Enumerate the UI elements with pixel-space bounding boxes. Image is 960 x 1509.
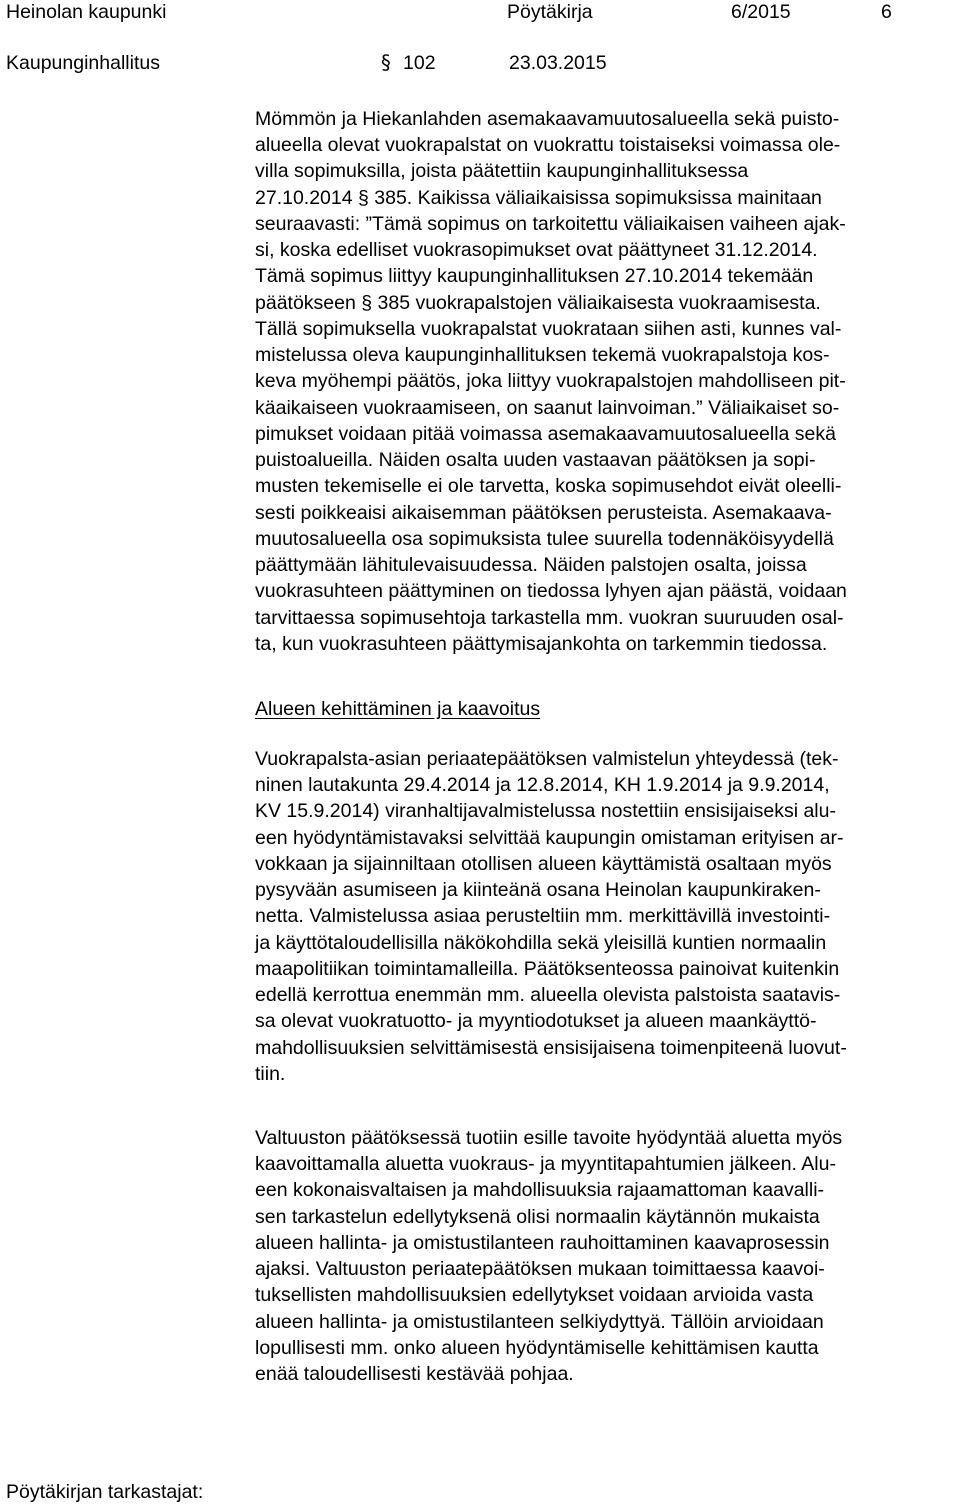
text-line: enää taloudellisesti kestävää pohjaa. bbox=[255, 1363, 574, 1385]
text-line: pimukset voidaan pitää voimassa asemakaavamuutosalueella sekä bbox=[255, 423, 836, 445]
doc-type: Pöytäkirja bbox=[507, 1, 593, 23]
text-line: alueen hallinta- ja omistustilanteen rauhoittaminen kaavaprosessin bbox=[255, 1232, 830, 1254]
text-line: maapolitiikan toimintamalleilla. Päätöksenteossa painoivat kuitenkin bbox=[255, 958, 840, 980]
page-number: 6 bbox=[881, 1, 892, 23]
text-line: ninen lautakunta 29.4.2014 ja 12.8.2014, KH 1.9.2014 ja 9.9.2014, bbox=[255, 774, 830, 796]
text-line: musten tekemiselle ei ole tarvetta, koska sopimusehdot eivät oleelli- bbox=[255, 475, 842, 497]
text-line: tuksellisten mahdollisuuksien edellytykset voidaan arvioida vasta bbox=[255, 1284, 814, 1306]
text-line: vokkaan ja sijainniltaan otollisen alueen käyttämistä osaltaan myös bbox=[255, 853, 832, 875]
text-line: puistoalueilla. Näiden osalta uuden vastaavan päätöksen ja sopi- bbox=[255, 449, 816, 471]
text-line: netta. Valmistelussa asiaa perusteltiin mm. merkittävillä investointi- bbox=[255, 905, 831, 927]
text-line: päättymään lähitulevaisuudessa. Näiden palstojen osalta, joissa bbox=[255, 554, 807, 576]
text-line: villa sopimuksilla, joista päätettiin kaupunginhallituksessa bbox=[255, 160, 749, 182]
text-line: päätökseen § 385 vuokrapalstojen väliaikaisesta vuokraamisesta. bbox=[255, 292, 821, 314]
text-line: mahdollisuuksien selvittämisestä ensisijaisena toimenpiteenä luovut- bbox=[255, 1037, 847, 1059]
item-number: 102 bbox=[403, 52, 436, 74]
text-line: een kokonaisvaltaisen ja mahdollisuuksia rajaamattoman kaavalli- bbox=[255, 1179, 825, 1201]
text-line: alueella olevat vuokrapalstat on vuokrattu toistaiseksi voimassa ole- bbox=[255, 134, 841, 156]
text-line: käaikaiseen vuokraamiseen, on saanut lainvoiman.” Väliaikaiset so- bbox=[255, 397, 840, 419]
text-line: seuraavasti: ”Tämä sopimus on tarkoitettu väliaikaisen vaiheen ajak- bbox=[255, 213, 846, 235]
text-line: 27.10.2014 § 385. Kaikissa väliaikaisissa sopimuksissa mainitaan bbox=[255, 187, 822, 209]
footer-signature-label: Pöytäkirjan tarkastajat: bbox=[6, 1481, 204, 1503]
text-line: ta, kun vuokrasuhteen päättymisajankohta on tarkemmin tiedossa. bbox=[255, 633, 828, 655]
org-name: Heinolan kaupunki bbox=[6, 1, 167, 23]
text-line: tiin. bbox=[255, 1063, 286, 1085]
text-line: een hyödyntämistavaksi selvittää kaupungin omistaman erityisen ar- bbox=[255, 827, 844, 849]
text-line: pysyvään asumiseen ja kiinteänä osana Heinolan kaupunkiraken- bbox=[255, 879, 821, 901]
text-line: Mömmön ja Hiekanlahden asemakaavamuutosalueella sekä puisto- bbox=[255, 108, 840, 130]
text-line: ja käyttötaloudellisilla näkökohdilla sekä yleisillä kuntien normaalin bbox=[255, 932, 827, 954]
text-line: mistelussa oleva kaupunginhallituksen tekemä vuokrapalstoja kos- bbox=[255, 344, 830, 366]
text-line: Tämä sopimus liittyy kaupunginhallituksen 27.10.2014 tekemään bbox=[255, 265, 814, 287]
text-line: Vuokrapalsta-asian periaatepäätöksen valmistelun yhteydessä (tek- bbox=[255, 748, 839, 770]
text-line: sesti poikkeaisi aikaisemman päätöksen perusteista. Asemakaava- bbox=[255, 502, 832, 524]
text-line: sa olevat vuokratuotto- ja myyntiodotukset ja alueen maankäyttö- bbox=[255, 1010, 817, 1032]
text-line: alueen hallinta- ja omistustilanteen selkiydyttyä. Tällöin arvioidaan bbox=[255, 1311, 824, 1333]
section-heading: Alueen kehittäminen ja kaavoitus bbox=[255, 698, 541, 720]
doc-number: 6/2015 bbox=[731, 1, 791, 23]
text-line: KV 15.9.2014) viranhaltijavalmistelussa nostettiin ensisijaiseksi alu- bbox=[255, 800, 836, 822]
text-line: ajaksi. Valtuuston periaatepäätöksen mukaan toimittaessa kaavoi- bbox=[255, 1258, 825, 1280]
text-line: kaavoittamalla aluetta vuokraus- ja myyntitapahtumien jälkeen. Alu- bbox=[255, 1153, 836, 1175]
text-line: lopullisesti mm. onko alueen hyödyntämiselle kehittämisen kautta bbox=[255, 1337, 819, 1359]
text-line: sen tarkastelun edellytyksenä olisi normaalin käytännön mukaista bbox=[255, 1206, 820, 1228]
text-line: Tällä sopimuksella vuokrapalstat vuokrataan siihen asti, kunnes val- bbox=[255, 318, 842, 340]
text-line: muutosalueella osa sopimuksista tulee suurella todennäköisyydellä bbox=[255, 528, 834, 550]
text-line: Valtuuston päätöksessä tuotiin esille tavoite hyödyntää aluetta myös bbox=[255, 1127, 843, 1149]
text-line: tarvittaessa sopimusehtoja tarkastella mm. vuokran suuruuden osal- bbox=[255, 607, 844, 629]
text-line: edellä kerrottua enemmän mm. alueella olevista palstoista saatavis- bbox=[255, 984, 841, 1006]
text-line: vuokrasuhteen päättyminen on tiedossa lyhyen ajan päästä, voidaan bbox=[255, 580, 847, 602]
item-section-icon: § bbox=[381, 51, 391, 74]
body-name: Kaupunginhallitus bbox=[6, 52, 160, 74]
text-line: si, koska edelliset vuokrasopimukset ovat päättyneet 31.12.2014. bbox=[255, 239, 818, 261]
meeting-date: 23.03.2015 bbox=[509, 52, 607, 74]
text-line: keva myöhempi päätös, joka liittyy vuokrapalstojen mahdolliseen pit- bbox=[255, 370, 846, 392]
